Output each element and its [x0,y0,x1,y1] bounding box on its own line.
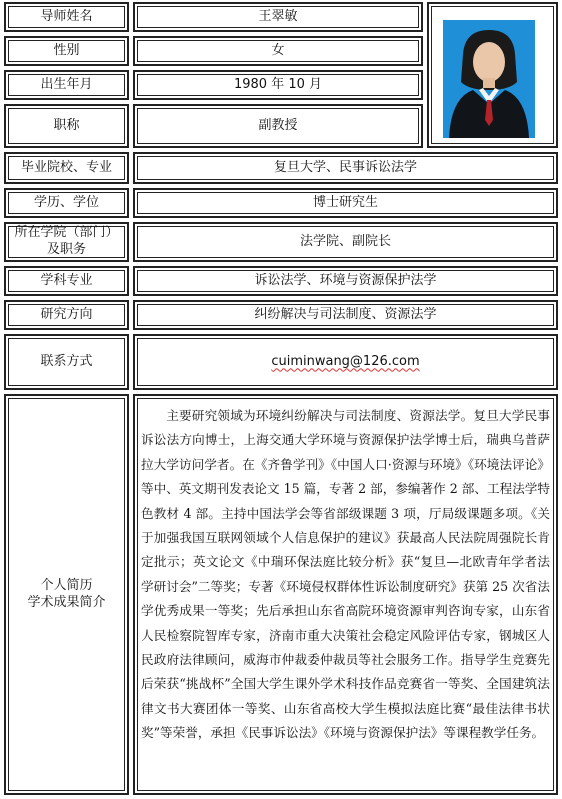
label-dept [6,224,127,260]
value-cell-title [133,104,423,148]
value-school: 复旦大学、民事诉讼法学 [273,159,417,175]
value-cell-dept [133,222,558,262]
contact-email[interactable]: cuiminwang@126.com [271,353,420,369]
label-cell-title [4,104,129,148]
label-cell-contact [4,334,129,390]
portrait-graphic [443,20,535,138]
value-cell-degree [133,188,558,218]
label-cell-gender [4,36,129,66]
label-contact: 联系方式 [40,353,93,369]
label-bio [6,396,127,793]
label-cell-dept [4,222,129,262]
value-birth: 1980 年 10 月 [233,76,323,92]
value-title: 副教授 [258,117,298,133]
label-dept-line1: 所在学院（部门） [14,225,119,241]
label-bio-line2: 学术成果简介 [27,594,106,610]
value-cell-name [133,2,423,32]
value-degree: 博士研究生 [312,194,378,210]
label-cell-research [4,300,129,330]
value-dept: 法学院、副院长 [299,233,391,249]
bio-text: 主要研究领域为环境纠纷解决与司法制度、资源法学。复旦大学民事诉讼法方向博士，上海交通大学环境与资源保护法学博士后，瑞典乌普萨拉大学访问学者。在《齐鲁学刊》《中国人口·资源与环境》《环境法评论》等中、英文期刊发表论文 15 篇，专著 2 部，参编著作 2 部、工程法学特色教材 4 部。主持中国法学会等省部级课题 3 项，厅局级课题多项。《关于加强我国互联网领域个人信息保护的建议》获最高人民法院周强院长肯定批示；英文论文《中瑞环保法庭比较分析》获“复旦—北欧青年学者法学研讨会”二等奖；专著《环境侵权群体性诉讼制度研究》获第 25 次省法学优秀成果一等奖；先后承担山东省高院环境资源审判咨询专家，山东省人民检察院智库专家，济南市重大决策社会稳定风险评估专家，钢城区人民政府法律顾问，威海市仲裁委仲裁员等社会服务工作。指导学生竞赛先后荣获“挑战杯”全国大学生课外学术科技作品竞赛省一等奖、全国建筑法律文书大赛团体一等奖、山东省高校大学生模拟法庭比赛“最佳法律书状奖”等荣誉，承担《民事诉讼法》《环境与资源保护法》等课程教学任务。 [141,408,550,741]
value-contact-wrap [135,336,556,388]
label-cell-birth [4,70,129,100]
value-cell-research [133,300,558,330]
value-name: 王翠敏 [258,8,298,24]
value-cell-gender [133,36,423,66]
photo-cell [427,2,558,148]
value-cell-birth [133,70,423,100]
portrait-photo [443,20,535,138]
label-cell-discipline [4,266,129,296]
label-cell-school [4,152,129,184]
label-school: 毕业院校、专业 [20,159,112,175]
value-research: 纠纷解决与司法制度、资源法学 [254,306,437,322]
label-degree: 学历、学位 [33,194,99,210]
label-name: 导师姓名 [40,8,93,24]
value-cell-school [133,152,558,184]
label-cell-bio [4,394,129,795]
label-title: 职称 [53,117,80,133]
value-gender: 女 [271,42,285,58]
label-cell-name [4,2,129,32]
label-gender: 性别 [53,42,80,58]
label-bio-line1: 个人简历 [40,577,93,593]
label-birth: 出生年月 [40,76,93,92]
label-discipline: 学科专业 [40,272,93,288]
label-research: 研究方向 [40,306,93,322]
value-discipline: 诉讼法学、环境与资源保护法学 [254,272,437,288]
value-cell-bio [133,394,558,795]
value-cell-discipline [133,266,558,296]
value-cell-contact [133,334,558,390]
label-cell-degree [4,188,129,218]
label-dept-line2: 及职务 [46,242,86,257]
